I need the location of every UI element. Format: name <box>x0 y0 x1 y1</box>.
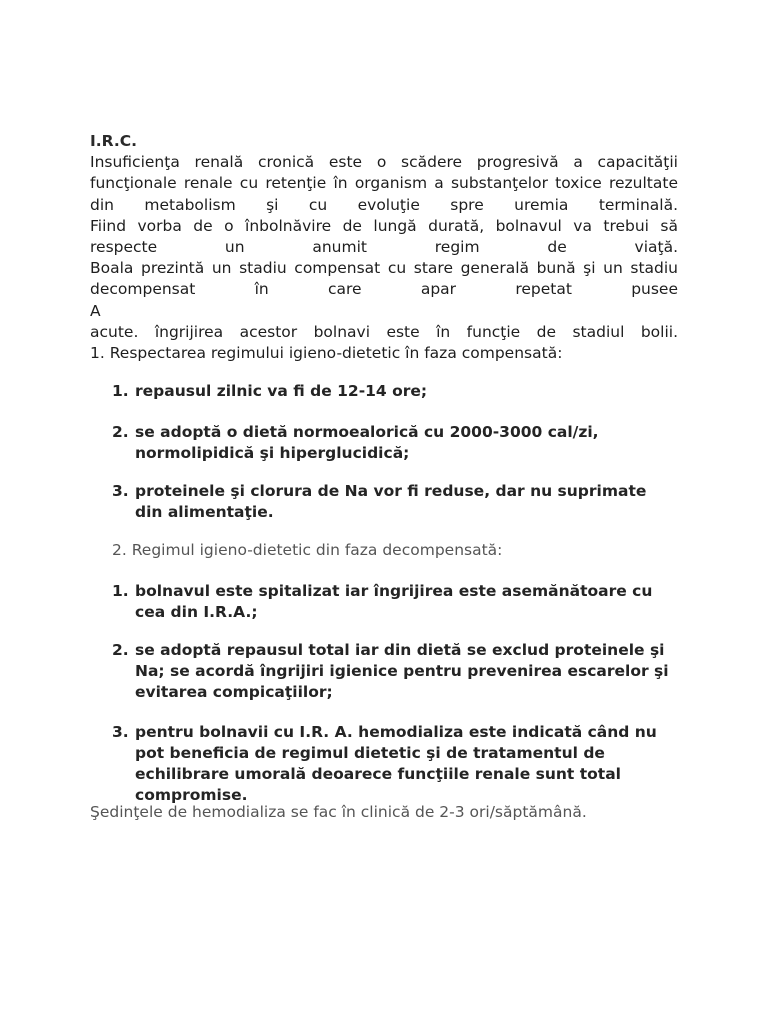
section-2-heading: 2. Regimul igieno-dietetic din faza decompensată: <box>112 541 503 559</box>
list-item-text: se adoptă repausul total iar din dietă se exclud proteinele şi Na; se acordă îngrijiri igienice pentru prevenirea escarelor şi evitarea compicaţiilor; <box>135 641 669 701</box>
list-item-number: 3. <box>112 723 129 741</box>
list-item <box>112 481 672 523</box>
intro-line: din metabolism şi cu evoluţie spre uremia terminală. <box>90 195 678 214</box>
list-item-text: pentru bolnavii cu I.R. A. hemodializa este indicată când nu pot beneficia de regimul dietetic şi de tratamentul de echilibrare umorală deoarece funcţiile renale sunt total compromise. <box>135 723 657 804</box>
list-item-number: 1. <box>112 382 129 400</box>
intro-line: Insuficienţa renală cronică este o scădere progresivă a capacităţii <box>90 153 678 172</box>
intro-line: acute. îngrijirea acestor bolnavi este în funcţie de stadiul bolii. <box>90 322 678 341</box>
intro-line: respecte un anumit regim de viaţă. <box>90 238 678 257</box>
intro-line: Fiind vorba de o înbolnăvire de lungă durată, bolnavul va trebui să <box>90 216 678 235</box>
list-item <box>112 640 672 703</box>
list-item-text: bolnavul este spitalizat iar îngrijirea este asemănătoare cu cea din I.R.A.; <box>135 582 653 621</box>
list-item-number: 2. <box>112 641 129 659</box>
list-item <box>112 422 672 464</box>
list-item-text: proteinele şi clorura de Na vor fi reduse, dar nu suprimate din alimentaţie. <box>135 482 647 521</box>
intro-line: A <box>90 301 101 320</box>
list-item-text: repausul zilnic va fi de 12-14 ore; <box>135 382 428 400</box>
list-item <box>112 381 672 402</box>
intro-line: Boala prezintă un stadiu compensat cu stare generală bună şi un stadiu <box>90 259 678 278</box>
closing-paragraph: Şedinţele de hemodializa se fac în clinică de 2-3 ori/săptămână. <box>90 803 587 821</box>
list-item-number: 3. <box>112 482 129 500</box>
document-header-block <box>90 131 678 364</box>
intro-line: funcţionale renale cu retenţie în organism a substanţelor toxice rezultate <box>90 174 678 193</box>
list-item-number: 2. <box>112 423 129 441</box>
list-item <box>112 581 672 623</box>
list-item-text: se adoptă o dietă normoealorică cu 2000-3000 cal/zi, normolipidică şi hiperglucidică; <box>135 423 599 462</box>
intro-line: decompensat în care apar repetat pusee <box>90 280 678 299</box>
document-heading: I.R.C. <box>90 132 138 150</box>
list-item-number: 1. <box>112 582 129 600</box>
list-item <box>112 722 672 806</box>
section-1-heading: 1. Respectarea regimului igieno-dietetic în faza compensată: <box>90 344 563 363</box>
